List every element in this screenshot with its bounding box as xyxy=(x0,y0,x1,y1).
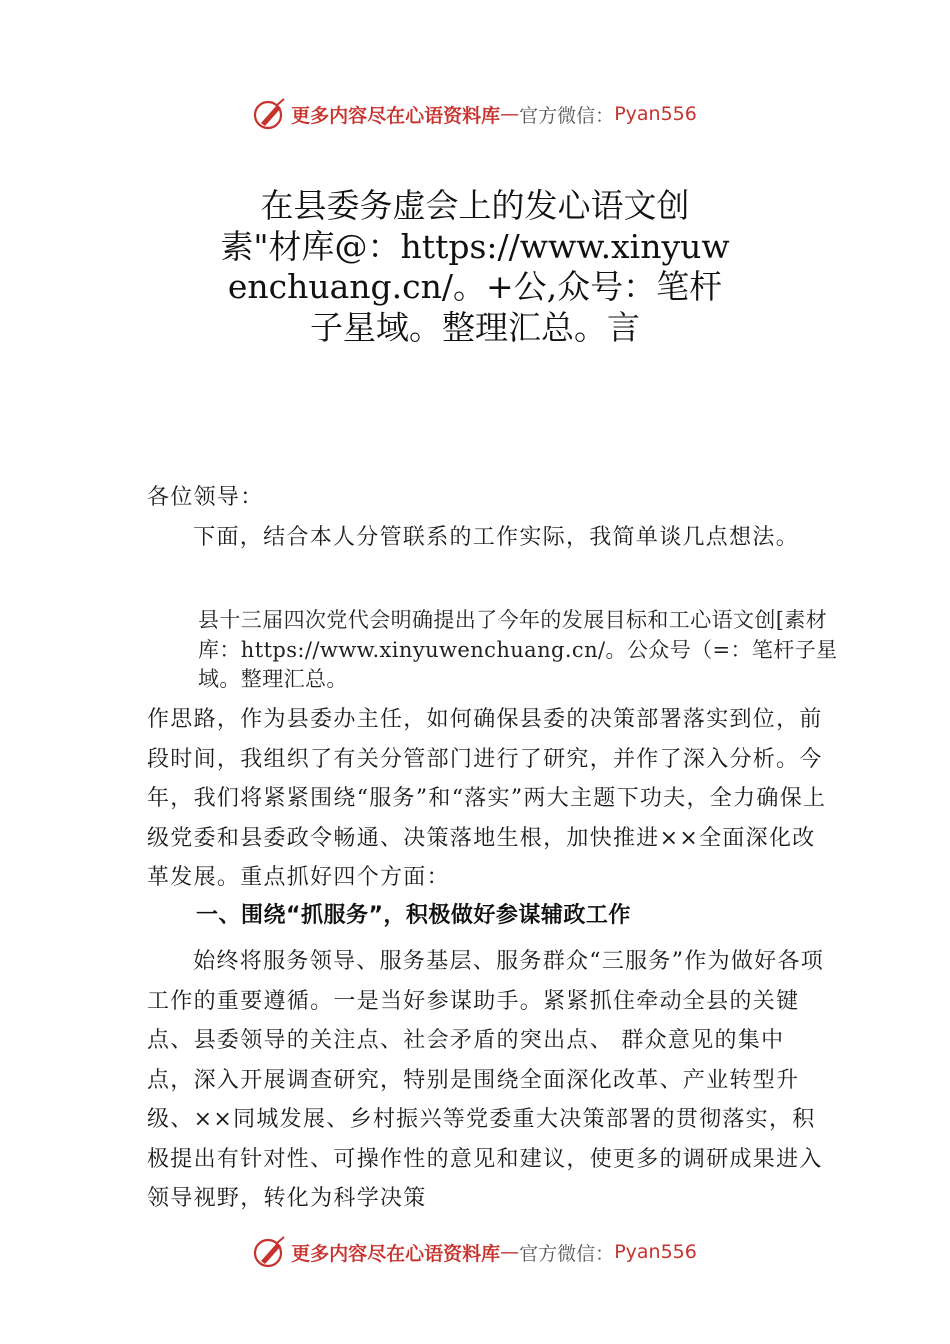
inserted-watermark-text: 县十三届四次党代会明确提出了今年的发展目标和工心语文创[素材库：https://www.xinyuwenchuang.cn/。公众号（=：笔杆子星域。整理汇总。 xyxy=(198,608,838,691)
paragraph-2 xyxy=(147,700,827,898)
banner-wechat-id: Pyan556 xyxy=(614,1241,697,1263)
paragraph-1 xyxy=(147,518,827,558)
paragraph-3 xyxy=(147,942,827,1219)
paragraph-2-text: 作思路，作为县委办主任，如何确保县委的决策部署落实到位，前段时间，我组织了有关分管部门进行了研究，并作了深入分析。今年，我们将紧紧围绕“服务”和“落实”两大主题下功夫，全力确保上级党委和县委政令畅通、决策落地生根，加快推进××全面深化改革发展。重点抓好四个方面： xyxy=(147,707,827,890)
banner-wechat-label: 官方微信： xyxy=(519,104,615,127)
pen-circle-logo-icon xyxy=(253,1235,287,1269)
banner-wechat-label: 官方微信： xyxy=(519,1242,615,1265)
salutation-text: 各位领导： xyxy=(147,485,264,510)
section-heading-1: 一、围绕“抓服务”，积极做好参谋辅政工作 xyxy=(196,903,631,928)
paragraph-3-text: 始终将服务领导、服务基层、服务群众“三服务”作为做好各项工作的重要遵循。一是当好参谋助手。紧紧抓住牵动全县的关键点、县委领导的关注点、社会矛盾的突出点、 群众意见的集中点，深入开展调查研究，特别是围绕全面深化改革、产业转型升级、××同城发展、乡村振兴等党委重大决策部署的贯彻落实，积极提出有针对性、可操作性的意见和建议，使更多的调研成果进入领导视野，转化为科学决策 xyxy=(147,949,825,1211)
header-banner xyxy=(0,94,950,134)
banner-dash: — xyxy=(500,1241,520,1263)
banner-wechat-id: Pyan556 xyxy=(614,103,697,125)
document-title: 在县委务虚会上的发心语文创素"材库@：https://www.xinyuwenchuang.cn/。+公,众号：笔杆子星域。整理汇总。言 xyxy=(220,186,730,347)
footer-banner xyxy=(0,1232,950,1272)
salutation xyxy=(147,478,827,518)
pen-circle-logo-icon xyxy=(253,97,287,131)
paragraph-1-text: 下面，结合本人分管联系的工作实际，我简单谈几点想法。 xyxy=(193,525,799,550)
banner-brand: 更多内容尽在心语资料库 xyxy=(291,1242,501,1265)
banner-brand: 更多内容尽在心语资料库 xyxy=(291,104,501,127)
banner-dash: — xyxy=(500,103,520,125)
